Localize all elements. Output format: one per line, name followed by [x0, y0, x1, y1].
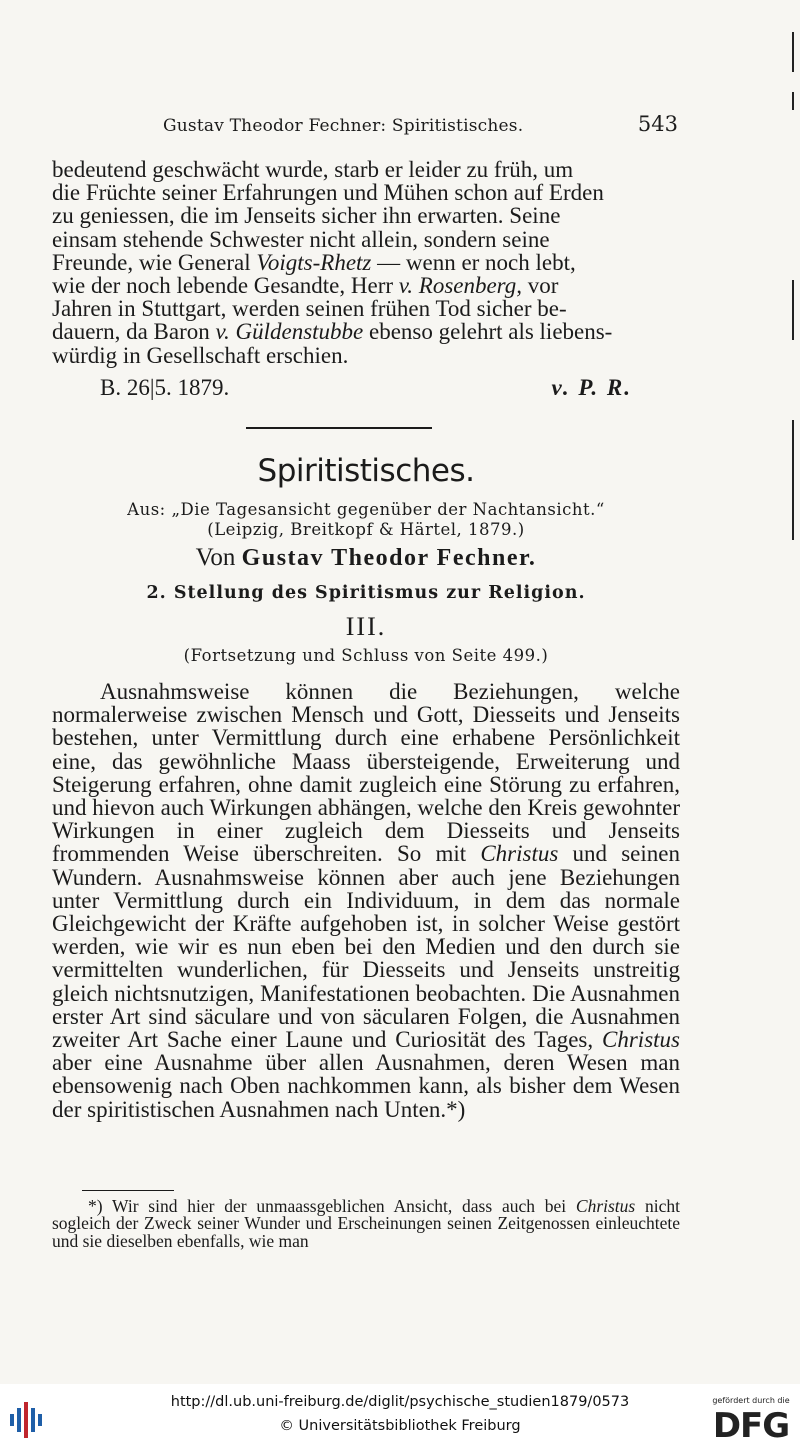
- text-run: dauern, da Baron: [52, 319, 216, 345]
- text-run: vor: [522, 273, 559, 299]
- author-name: Gustav Theodor Fechner.: [241, 545, 537, 571]
- part-number: III.: [345, 612, 387, 641]
- name-italic: Christus: [480, 841, 559, 867]
- copyright-notice: © Universitätsbibliothek Freiburg: [279, 1418, 521, 1434]
- name-italic: Christus: [602, 1027, 680, 1053]
- source-line: Aus: „Die Tagesansicht gegenüber der Nachtansicht.“: [127, 500, 605, 519]
- footnote-rule: [82, 1190, 174, 1191]
- text-run: aber eine Ausnahme über allen Ausnahmen, deren Wesen man ebensowenig nach Oben nachkommen kann, als bisher dem Wesen der spiritistischen Ausnahmen nach Unten.*): [52, 1050, 680, 1122]
- text-run: und seinen Wundern. Ausnahmsweise können aber auch jene Beziehungen unter Vermittlung durch ein Individuum, in dem das normale Gleichgewicht der Kräfte aufgehoben ist, in solcher Weise gestört werden, wie wir es nun eben bei den Medien und den durch sie vermittelten wunderlichen, für Diesseits und Jenseits unstreitig gleich nichtsnutzigen, Manifestationen beobachten. Die Ausnahmen erster Art sind säculare und von säcularen Folgen, die Ausnahmen zweiter Art Sache einer Laune und Curiosität des Tages,: [52, 841, 680, 1053]
- text-line: [52, 320, 680, 343]
- section-divider: [246, 427, 432, 429]
- continuation-paragraph: [52, 158, 680, 367]
- text-line: bedeutend geschwächt wurde, starb er leider zu früh, um: [52, 157, 574, 182]
- viewer-footer: [0, 1384, 800, 1454]
- paragraph-text: [52, 680, 680, 1121]
- text-run: — wenn er noch lebt,: [371, 249, 576, 275]
- text-line: zu geniessen, die im Jenseits sicher ihn erwarten. Seine: [52, 203, 561, 229]
- text-run: Ausnahmsweise können die Beziehungen, welche normalerweise zwischen Mensch und Gott, Diesseits und Jenseits bestehen, unter Vermittlung durch eine erhabene Persönlichkeit eine, das gewöhnliche Maass übersteigende, Erweiterung und Steigerung erfahren, ohne damit zugleich eine Störung zu erfahren, und hievon auch Wirkungen abhängen, welche den Kreis gewohnter Wirkungen in einer zugleich dem Diesseits und Jenseits frommenden Weise überschreiten. So mit: [52, 679, 680, 867]
- text-run: Freunde, wie General: [52, 249, 257, 275]
- article-heading: Spiritistisches.: [257, 453, 475, 489]
- dfg-logo: [710, 1396, 792, 1448]
- publisher-line: (Leipzig, Breitkopf & Härtel, 1879.): [207, 520, 525, 539]
- signature-initials: v. P. R.: [551, 375, 632, 400]
- name-italic: v. Rosenberg,: [398, 273, 523, 299]
- page-edge-marks: [784, 0, 794, 1380]
- dfg-caption: gefördert durch die: [712, 1396, 790, 1405]
- permalink[interactable]: http://dl.ub.uni-freiburg.de/diglit/psychische_studien1879/0573: [170, 1394, 630, 1410]
- footnote: [52, 1198, 680, 1250]
- running-head: [163, 112, 678, 142]
- name-italic: v. Güldenstubbe: [215, 319, 364, 345]
- continuation-note: (Fortsetzung und Schluss von Seite 499.): [183, 646, 549, 665]
- byline: [52, 544, 680, 572]
- text-run: *) Wir sind hier der unmaassgeblichen Ansicht, dass auch bei: [88, 1196, 576, 1216]
- dfg-mark: DFG: [712, 1406, 790, 1446]
- signature-date: B. 26|5. 1879.: [100, 375, 230, 400]
- text-run: wie der noch lebende Gesandte, Herr: [52, 273, 399, 299]
- text-line: [52, 274, 680, 297]
- text-line: würdig in Gesellschaft erschien.: [52, 342, 349, 368]
- name-italic: Voigts-Rhetz: [256, 249, 372, 275]
- body-paragraph: [52, 680, 680, 1121]
- page-number: 543: [637, 112, 678, 136]
- footnote-text: [52, 1198, 680, 1250]
- text-line: Jahren in Stuttgart, werden seinen frühen Tod sicher be-: [52, 296, 567, 322]
- section-heading: 2. Stellung des Spiritismus zur Religion.: [146, 583, 586, 603]
- text-line: [52, 251, 680, 274]
- text-run: ebenso gelehrt als liebens-: [363, 319, 613, 345]
- byline-prefix: Von: [195, 544, 236, 571]
- text-line: die Früchte seiner Erfahrungen und Mühen schon auf Erden: [52, 180, 604, 206]
- running-head-title: Gustav Theodor Fechner: Spiritistisches.: [163, 116, 524, 136]
- text-run: nicht sogleich der Zweck seiner Wunder und Erscheinungen seinen Zeitgenossen einleuchtete und sie dieselben ebenfalls, wie man: [52, 1196, 680, 1251]
- signature-line: [52, 375, 632, 401]
- text-line: einsam stehende Schwester nicht allein, sondern seine: [52, 226, 550, 252]
- name-italic: Christus: [575, 1196, 636, 1216]
